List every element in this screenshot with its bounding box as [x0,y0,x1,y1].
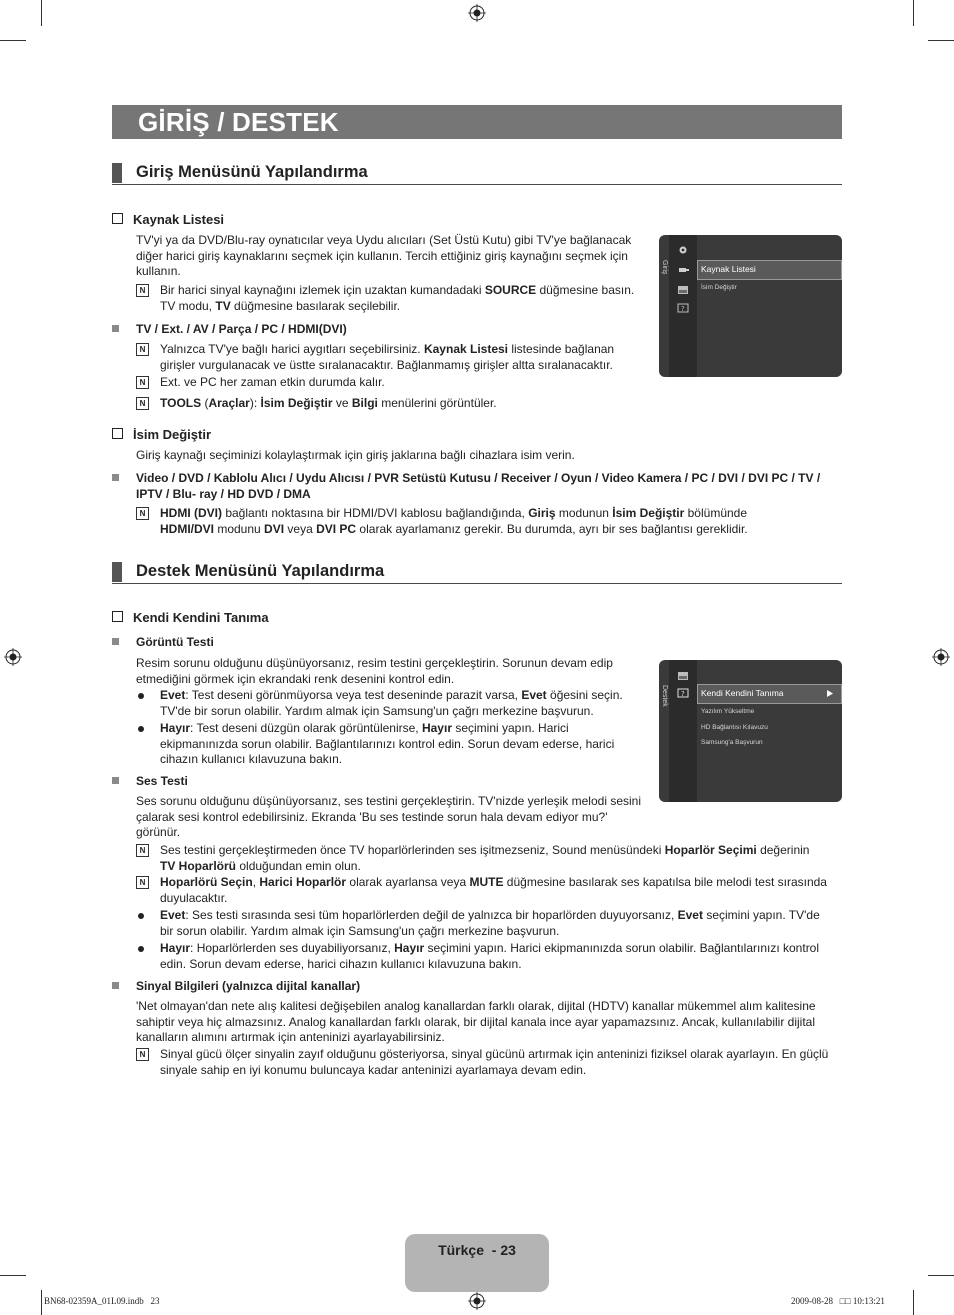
page-number: Türkçe - 23 [438,1242,516,1258]
note-icon: N [136,1048,149,1061]
svg-text:?: ? [681,690,685,698]
section-heading-destek: Destek Menüsünü Yapılandırma [112,561,842,584]
square-bullet-icon [112,325,119,332]
note-icon: N [136,284,149,297]
square-bullet-icon [112,638,119,645]
svg-text:?: ? [681,305,685,313]
osd-vertical-label: Giriş [661,260,668,275]
section-marker [112,562,122,582]
note-icon: N [136,397,149,410]
osd-menu-destek [659,660,842,802]
osd-menu-item[interactable]: İsim Değiştir [701,284,737,291]
crop-mark [41,1290,42,1315]
checkbox-bullet-icon [112,611,123,622]
osd-selected-item[interactable]: Kaynak Listesi [697,260,842,280]
note-icon: N [136,507,149,520]
arrow-right-icon [827,690,833,697]
crop-mark [928,1275,954,1276]
note-icon: N [136,844,149,857]
registration-mark-icon [932,648,950,666]
osd-icon-column [669,235,697,377]
osd-menu-item[interactable]: Yazılım Yükseltme [701,708,755,715]
apps-icon [677,671,689,681]
bullet-dot-icon [138,946,144,952]
support-question-icon [677,688,689,698]
osd-menu-item[interactable]: Samsung'a Başvurun [701,739,763,746]
apps-icon [677,285,689,295]
crop-mark [913,0,914,26]
page-title-bar [112,105,842,139]
paragraph: Resim sorunu olduğunu düşünüyorsanız, resim testini gerçekleştirin. Sorunun devam edip etmediğini görmek için ekrandaki renk desenini kontrol edin. [136,656,613,686]
support-question-icon [677,303,689,313]
input-plug-icon [677,265,689,275]
bullet-dot-icon [138,913,144,919]
page-number-tab [405,1234,549,1292]
paragraph: TV'yi ya da DVD/Blu-ray oynatıcılar veya Uydu alıcıları (Set Üstü Kutu) gibi TV'ye bağlanacak diğer harici giriş kaynaklarını seçmek için kullanın. Tercih ettiğiniz giriş kaynağını seçmek için kullanın. [136,233,632,278]
section-heading-giris: Giriş Menüsünü Yapılandırma [112,162,842,185]
paragraph: Ses sorunu olduğunu düşünüyorsanız, ses testini gerçekleştirin. TV'nizde yerleşik melodi sesini çalarak sesi kontrol edebilirsiniz. Ekranda 'Bu ses testinde sorun hala devam ediyor mu?' görünür. [136,794,641,839]
osd-vertical-label: Destek [661,685,668,707]
osd-icon-column [669,660,697,802]
section-marker [112,163,122,183]
paragraph: 'Net olmayan'dan nete alış kalitesi değişebilen analog kanallardan farklı olarak, dijital (HDTV) kanallar mükemmel alım kalitesine sahiptir veya hiç almazsınız. Analog kanallardan farklı olarak, bir dijital kanala ince ayar yapamazsınız. Ancak, kullanılabilir dijital kanalların alımını artırmak için anteninizi ayarlayabilirsiniz. [136,999,816,1044]
page-title: GİRİŞ / DESTEK [138,107,339,137]
crop-mark [928,40,954,41]
bullet-dot-icon [138,693,144,699]
list-heading: Video / DVD / Kablolu Alıcı / Uydu Alıcısı / PVR Setüstü Kutusu / Receiver / Oyun / Video Kamera / PC / DVI / DVI PC / TV / IPTV / Blu- ray / HD DVD / DMA [112,471,842,487]
osd-menu-item[interactable]: HD Bağlantısı Kılavuzu [701,724,768,731]
subheading-isim-degistir: İsim Değiştir [112,427,211,442]
subheading-kendi-kendini-tanima: Kendi Kendini Tanıma [112,610,269,625]
subheading-kaynak-listesi: Kaynak Listesi [112,212,224,227]
footer-left: BN68-02359A_01L09.indb 23 [44,1296,160,1306]
checkbox-bullet-icon [112,428,123,439]
paragraph: Giriş kaynağı seçiminizi kolaylaştırmak için giriş jaklarına bağlı cihazlara isim verin. [136,448,575,462]
list-heading: TV / Ext. / AV / Parça / PC / HDMI(DVI) [112,322,132,338]
bullet-dot-icon [138,726,144,732]
crop-mark [0,40,26,41]
osd-selected-item[interactable]: Kendi Kendini Tanıma [697,684,842,704]
crop-mark [913,1290,914,1315]
checkbox-bullet-icon [112,213,123,224]
osd-menu-giris [659,235,842,377]
note-icon: N [136,876,149,889]
list-heading: Ses Testi [112,774,132,790]
list-heading: Sinyal Bilgileri (yalnızca dijital kanallar) [112,979,132,995]
crop-mark [0,1275,26,1276]
list-heading: Görüntü Testi [112,635,132,651]
square-bullet-icon [112,982,119,989]
crop-mark [41,0,42,26]
footer-right: 2009-08-28 □□ 10:13:21 [791,1296,885,1306]
square-bullet-icon [112,474,119,481]
gear-icon [677,245,689,255]
registration-mark-icon [4,648,22,666]
registration-mark-icon [468,1292,486,1310]
note-icon: N [136,376,149,389]
note-icon: N [136,343,149,356]
square-bullet-icon [112,777,119,784]
registration-mark-icon [468,4,486,22]
